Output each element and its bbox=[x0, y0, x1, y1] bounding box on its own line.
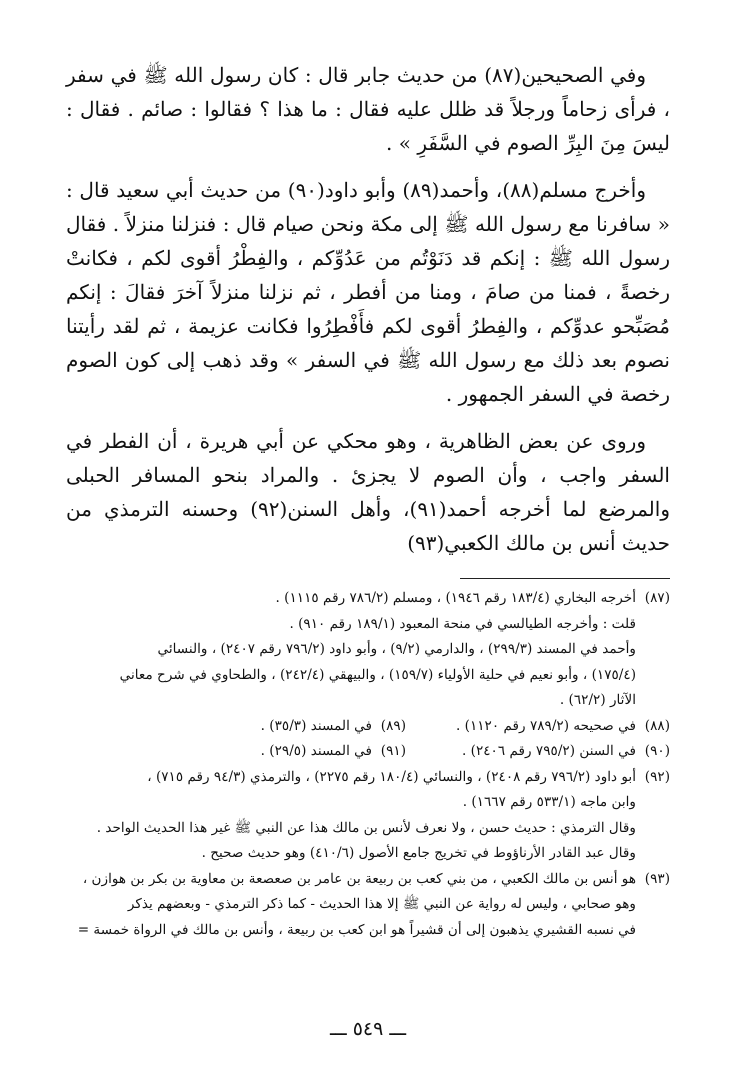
page-number: ـــ ٥٤٩ ـــ bbox=[329, 1018, 407, 1040]
footnote-line: وقال عبد القادر الأرناؤوط في تخريج جامع الأصول (٤١٠/٦) وهو حديث صحيح . bbox=[201, 845, 636, 861]
footnote-line: قلت : وأخرجه الطيالسي في منحة المعبود (١٨٩/١ رقم ٩١٠) . bbox=[289, 615, 636, 632]
footnote-89 bbox=[142, 714, 406, 740]
footnote-number: (٩١) bbox=[380, 743, 406, 759]
footnote-line: هو أنس بن مالك الكعبي ، من بني كعب بن ربيعة بن عامر بن صعصعة بن معاوية بن بكر بن هوازن ، bbox=[82, 870, 636, 887]
footnote-number: (٨٨) bbox=[644, 717, 670, 734]
footnote-line: في المسند (٣٥/٣) . bbox=[260, 717, 372, 734]
footnote-line: وأحمد في المسند (٢٩٩/٣) ، والدارمي (٩/٢) ، وأبو داود (٧٩٦/٢ رقم ٢٤٠٧) ، والنسائي bbox=[157, 641, 636, 657]
footnote-row-90-91 bbox=[66, 739, 670, 765]
footnote-line: أبو داود (٧٩٦/٢ رقم ٢٤٠٨) ، والنسائي (١٨٠/٤ رقم ٢٢٧٥) ، والترمذي (٩٤/٣ رقم ٧١٥) ، bbox=[147, 768, 636, 785]
footnote-line: الآثار (٦٢/٢) . bbox=[559, 692, 636, 708]
paragraph-2: وأخرج مسلم(٨٨)، وأحمد(٨٩) وأبو داود(٩٠) من حديث أبي سعيد قال : « سافرنا مع رسول الله ﷺ إلى مكة ونحن صيام قال : فنزلنا منزلاً . فقال رسول الله ﷺ : إنكم قد دَنَوْتُم من عَدُوِّكم ، والفِطْرُ أقوى لكم ، فكانتْ رخصةً ، فمنا من صامَ ، ومنا من أفطر ، ثم نزلنا منزلاً آخرَ فقالَ : إنكم مُصَبِّحو عدوِّكم ، والفِطرُ أقوى لكم فأَفْطِرُوا فكانت عزيمة ، ثم لقد رأيتنا نصوم بعد ذلك مع رسول الله ﷺ في السفر » وقد ذهب إلى كون الصوم رخصة في السفر الجمهور . bbox=[66, 178, 670, 406]
footnote-92 bbox=[66, 765, 670, 867]
footnote-line: في صحيحه (٧٨٩/٢ رقم ١١٢٠) . bbox=[456, 717, 636, 734]
main-text bbox=[66, 58, 670, 560]
footnote-number: (٨٧) bbox=[644, 590, 670, 606]
paragraph-3: وروى عن بعض الظاهرية ، وهو محكي عن أبي هريرة ، أن الفطر في السفر واجب ، وأن الصوم لا يجزئ . والمراد بنحو المسافر الحبلى والمرضع لما أخرجه أحمد(٩١)، وأهل السنن(٩٢) وحسنه الترمذي من حديث أنس بن مالك الكعبي(٩٣) bbox=[66, 429, 670, 555]
footnotes bbox=[66, 586, 670, 943]
footnote-line: في المسند (٢٩/٥) . bbox=[260, 743, 372, 759]
footnote-number: (٩٣) bbox=[644, 870, 670, 887]
footnote-line: وهو صحابي ، وليس له رواية عن النبي ﷺ إلا هذا الحديث - كما ذكر الترمذي - وبعضهم يذكر bbox=[127, 896, 636, 912]
footnote-line: في نسبه القشيري يذهبون إلى أن قشيراً هو ابن كعب بن ربيعة ، وأنس بن مالك في الرواة خمسة = bbox=[77, 921, 636, 938]
footnote-line: في السنن (٧٩٥/٢ رقم ٢٤٠٦) . bbox=[461, 743, 636, 759]
footnote-91 bbox=[142, 739, 406, 765]
footnote-88 bbox=[406, 714, 670, 740]
footnote-line: وقال الترمذي : حديث حسن ، ولا نعرف لأنس بن مالك هذا عن النبي ﷺ غير هذا الحديث الواحد . bbox=[96, 819, 636, 836]
footnote-87 bbox=[66, 586, 670, 714]
footnote-line: وابن ماجه (٥٣٣/١ رقم ١٦٦٧) . bbox=[462, 794, 636, 810]
footnote-line: (١٧٥/٤) ، وأبو نعيم في حلية الأولياء (١٥٩/٧) ، والبيهقي (٢٤٢/٤) ، والطحاوي في شرح معاني bbox=[119, 666, 636, 683]
footnote-number: (٩٢) bbox=[644, 768, 670, 785]
paragraph-1: وفي الصحيحين(٨٧) من حديث جابر قال : كان رسول الله ﷺ في سفر ، فرأى زحاماً ورجلاً قد ظلل عليه فقال : ما هذا ؟ فقالوا : صائم . فقال : ليسَ مِنَ البِرِّ الصوم في السَّفَرِ » . bbox=[66, 63, 670, 155]
footnote-row-88-89 bbox=[66, 714, 670, 740]
footnote-number: (٨٩) bbox=[380, 717, 406, 734]
footnote-number: (٩٠) bbox=[644, 743, 670, 759]
footnote-93 bbox=[66, 867, 670, 944]
footnote-90 bbox=[406, 739, 670, 765]
footnote-line: أخرجه البخاري (١٨٣/٤ رقم ١٩٤٦) ، ومسلم (٧٨٦/٢ رقم ١١١٥) . bbox=[275, 590, 636, 606]
footnote-separator bbox=[460, 578, 670, 579]
